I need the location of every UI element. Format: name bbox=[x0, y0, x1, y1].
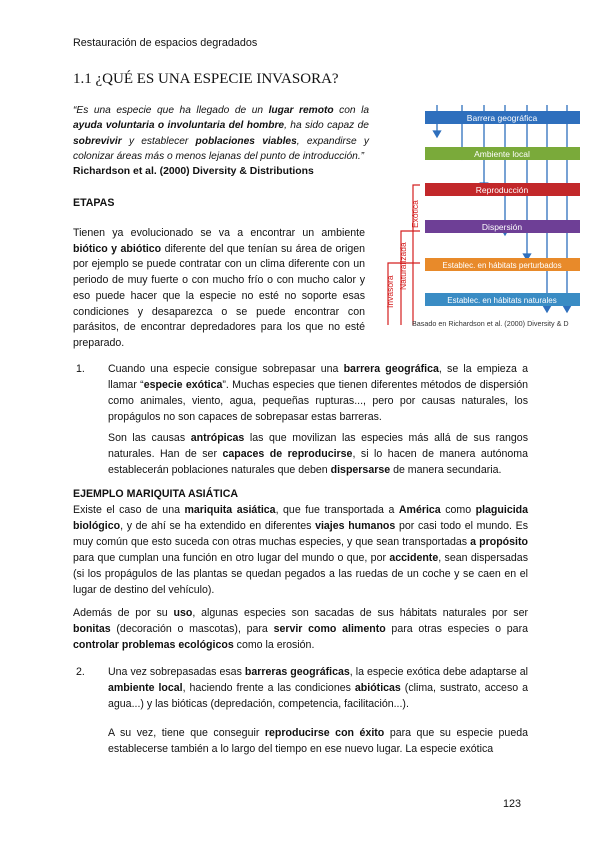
stage-bar-6 bbox=[425, 293, 580, 306]
stage-bar-label: Ambiente local bbox=[474, 149, 530, 159]
intro-paragraph: Tienen ya evolucionado se va a encontrar un ambiente biótico y abiótico diferente del que tenían su área de origen por ejemplo se puede contratar con un clima diferente con un periodo de muy fuerte o con mucho frío o con mucho calor y eso puede hacer que la especie no esté no soporte esas condiciones y desaparezca o se puede encontrar con parásitos, de encontrar depredadores para los que no esté preparado. bbox=[73, 227, 365, 349]
list-number: 1. bbox=[76, 363, 85, 375]
stage-bar-1 bbox=[425, 111, 580, 124]
citation: Richardson et al. (2000) Diversity & Distributions bbox=[73, 166, 314, 177]
stage-bar-label: Dispersión bbox=[481, 222, 523, 232]
invasion-stages-figure bbox=[380, 103, 585, 333]
stage-bar-label: Establec. en hábitats perturbados bbox=[442, 261, 562, 270]
page-header: Restauración de espacios degradados bbox=[73, 37, 258, 49]
stage-bar-label: Establec. en hábitats naturales bbox=[447, 296, 557, 305]
list-item-2-continuation: A su vez, tiene que conseguir reproducirse con éxito para que su especie pueda establecerse también a lo largo del tiempo en ese nuevo lugar. La especie exótica bbox=[108, 727, 528, 755]
list-item-2: 2. Una vez sobrepasadas esas barreras geográficas, la especie exótica debe adaptarse al ambiente local, haciendo frente a las condiciones abióticas (clima, sustrato, acceso a agua...) y las bióticas (depredación, competencia, facilitación...). bbox=[76, 666, 528, 710]
stage-bar-3 bbox=[425, 183, 580, 196]
section-title: 1.1 ¿QUÉ ES UNA ESPECIE INVASORA? bbox=[73, 71, 339, 87]
stages-diagram bbox=[380, 103, 585, 333]
ademas-paragraph: Además de por su uso, algunas especies son sacadas de sus hábitats naturales por ser bonitas (decoración o mascotas), para servir como alimento para otras especies o para controlar problemas ecológicos como la erosión. bbox=[73, 607, 528, 651]
bracket-naturalizada-label: Naturalizada bbox=[398, 242, 408, 290]
etapas-heading: ETAPAS bbox=[73, 197, 115, 209]
list-item-1: 1. Cuando una especie consigue sobrepasar una barrera geográfica, se la empieza a llamar “especie exótica”. Muchas especies que tienen diferentes métodos de dispersión como animales, viento, agua, pequeñas rupturas..., pero por causas naturales, los propágulos no son capaces de sobrepasar estas barreras. bbox=[76, 363, 529, 423]
ejemplo-heading: EJEMPLO MARIQUITA ASIÁTICA bbox=[73, 488, 238, 500]
list-number: 2. bbox=[76, 666, 85, 678]
bracket-exotica-label: Exótica bbox=[410, 200, 420, 228]
arrow-head bbox=[434, 131, 441, 137]
list-item-1-continuation: Son las causas antrópicas las que movilizan las especies más allá de sus rangos naturales. Han de ser capaces de reproducirse, si lo hacen de manera autónoma establecerán poblaciones naturales que deben dispersarse de manera secundaria. bbox=[108, 432, 529, 476]
stage-bar-2 bbox=[425, 147, 580, 160]
figure-caption: Basado en Richardson et al. (2000) Diversity & D bbox=[412, 319, 569, 328]
stage-bar-label: Barrera geográfica bbox=[466, 113, 538, 123]
page-number: 123 bbox=[503, 798, 522, 810]
dispersal-arrows bbox=[434, 105, 571, 312]
definition-quote: “Es una especie que ha llegado de un lugar remoto con la ayuda voluntaria o involuntaria del hombre, ha sido capaz de sobrevivir y establecer poblaciones viables, expandirse y colonizar áreas más o menos lejanas del punto de introducción.” bbox=[73, 105, 370, 162]
stage-bar-4 bbox=[425, 220, 580, 233]
arrow-head bbox=[544, 306, 551, 312]
stage-bar-label: Reproducción bbox=[475, 185, 529, 195]
arrow-head bbox=[564, 306, 571, 312]
ejemplo-paragraph: Existe el caso de una mariquita asiática, que fue transportada a América como plaguicida biológico, y de ahí se ha extendido en diferentes viajes humanos por casi todo el mundo. Es muy común que esto suceda con otras muchas especies, y que sean transportadas a propósito para que cumplan una función en otro lugar del mundo o que, por accidente, sean dispersadas (si los propágulos de las plantas se quedan pegados a las ruedas de un coche y se caen en el lugar de destino del vehículo). bbox=[73, 504, 529, 596]
bracket-invasora-label: Invasora bbox=[385, 275, 395, 308]
stage-bar-5 bbox=[425, 258, 580, 271]
